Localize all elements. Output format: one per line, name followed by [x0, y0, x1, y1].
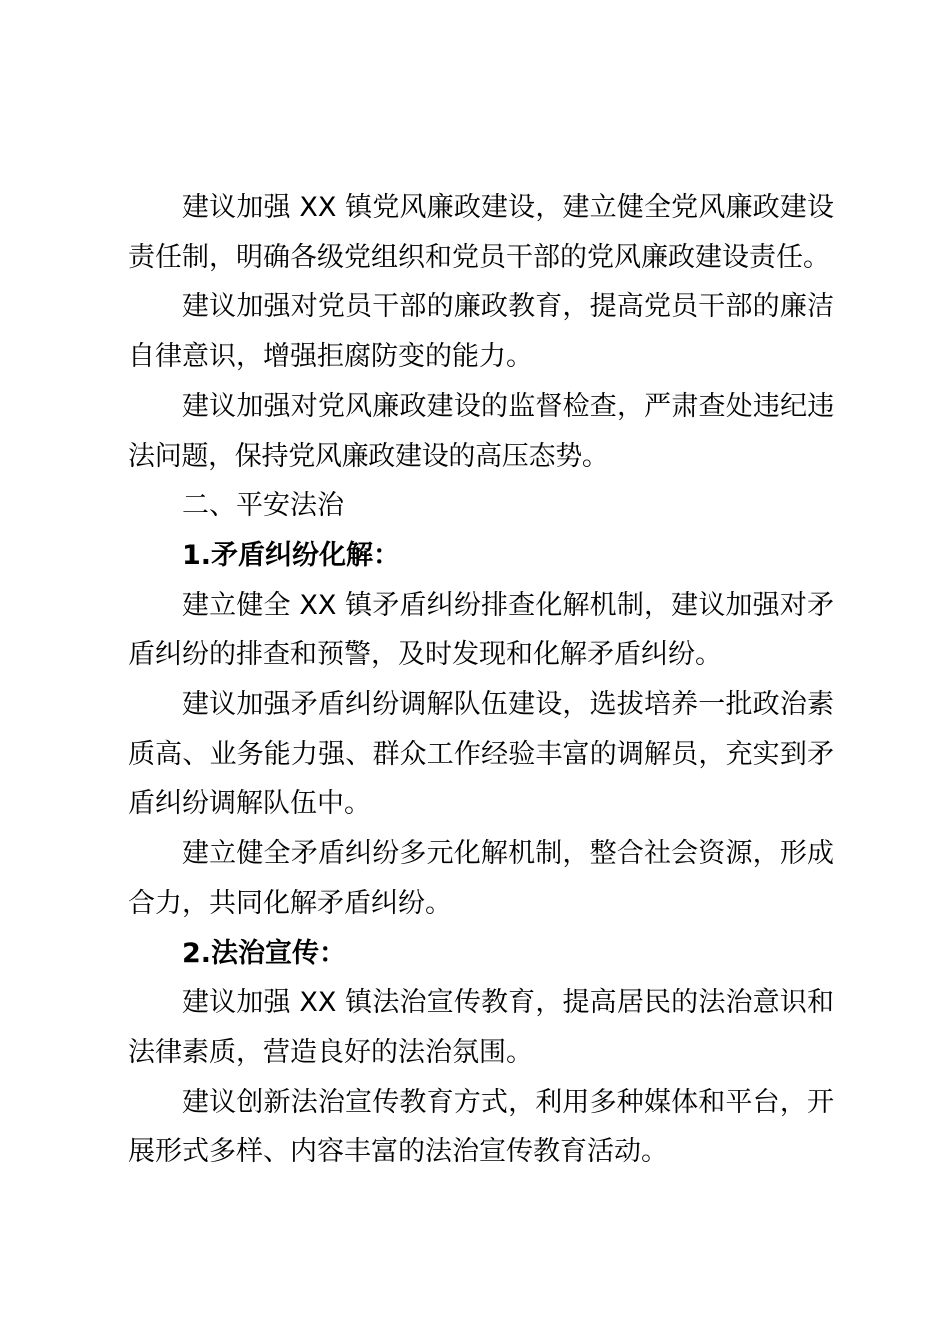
paragraph-dispute-screening-mechanism: 建立健全 XX 镇矛盾纠纷排查化解机制，建议加强对矛盾纠纷的排查和预警，及时发现和化解矛盾纠纷。: [128, 589, 834, 671]
paragraph-mediation-team-building: 建议加强矛盾纠纷调解队伍建设，选拔培养一批政治素质高、业务能力强、群众工作经验丰富的调解员，充实到矛盾纠纷调解队伍中。: [128, 689, 834, 820]
paragraph-integrity-education: 建议加强对党员干部的廉政教育，提高党员干部的廉洁自律意识，增强拒腐防变的能力。: [128, 291, 834, 373]
subheading-dispute-resolution: 1.矛盾纠纷化解：: [182, 539, 401, 571]
subheading-legal-publicity: 2.法治宣传：: [182, 937, 347, 969]
paragraph-party-conduct-responsibility: 建议加强 XX 镇党风廉政建设，建立健全党风廉政建设责任制，明确各级党组织和党员干部的党风廉政建设责任。: [128, 192, 834, 273]
section-heading-safety-rule-of-law: 二、平安法治: [182, 490, 344, 522]
paragraph-diversified-resolution: 建立健全矛盾纠纷多元化解机制，整合社会资源，形成合力，共同化解矛盾纠纷。: [128, 838, 834, 919]
paragraph-supervision-inspection: 建议加强对党风廉政建设的监督检查，严肃查处违纪违法问题，保持党风廉政建设的高压态势。: [128, 390, 834, 472]
paragraph-innovative-publicity: 建议创新法治宣传教育方式，利用多种媒体和平台，开展形式多样、内容丰富的法治宣传教育活动。: [128, 1086, 834, 1168]
paragraph-legal-education: 建议加强 XX 镇法治宣传教育，提高居民的法治意识和法律素质，营造良好的法治氛围。: [128, 987, 834, 1068]
document-body: [128, 183, 834, 1177]
